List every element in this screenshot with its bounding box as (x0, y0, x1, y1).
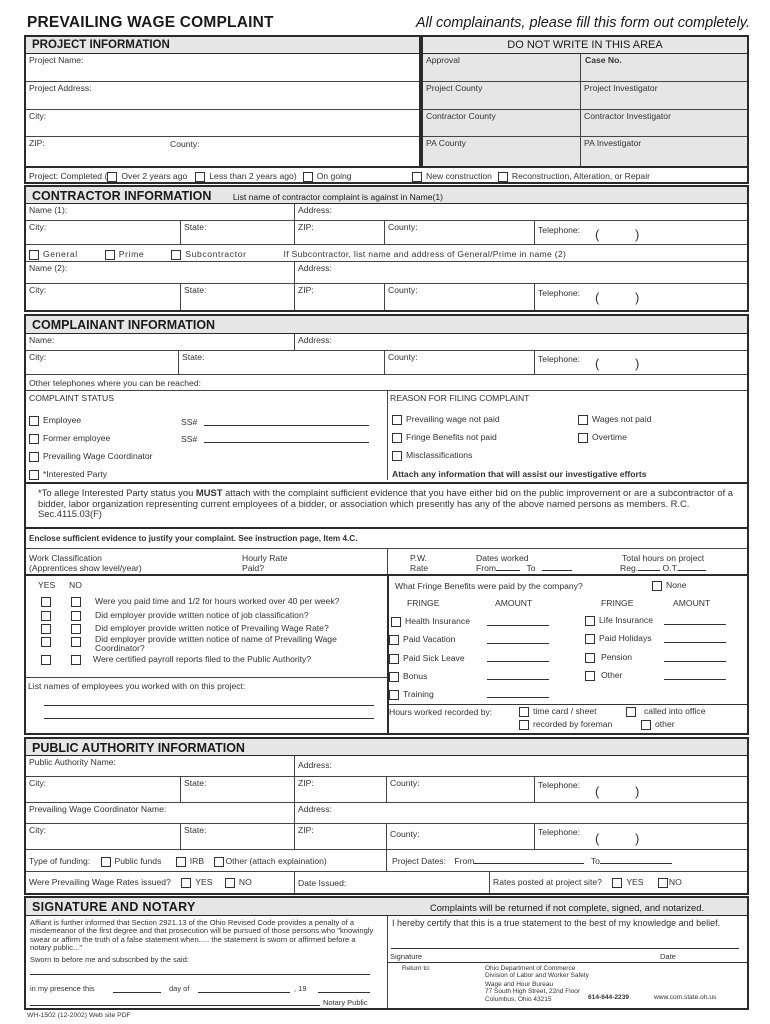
question-5: Were certified payroll reports filed to the Public Authority? (93, 654, 312, 664)
pa-county-cell: PA County (423, 137, 581, 167)
subcontractor-note: If Subcontractor, list name and address of General/Prime in name (2) (283, 249, 567, 259)
public-funds-checkbox[interactable] (101, 857, 111, 867)
health-insurance-checkbox[interactable] (391, 617, 401, 627)
rates-posted-row: Rates posted at project site? YES NO (493, 877, 682, 887)
funding-row: Type of funding: Public funds IRB Other (attach explaination) (26, 850, 387, 872)
rates-issued-yes-checkbox[interactable] (181, 878, 191, 888)
pw-rate-label: P.W. Rate (410, 553, 429, 573)
signature-notary-section (24, 896, 749, 1010)
contractor-information-section (24, 185, 749, 312)
contractor-zip1-field[interactable]: ZIP: (295, 221, 385, 245)
status-pw-coordinator: Prevailing Wage Coordinator (29, 451, 153, 462)
ss-label-2: SS# (181, 434, 198, 444)
enclose-evidence-note: Enclose sufficient evidence to justify your complaint. See instruction page, Item 4.C. (29, 534, 358, 543)
fringe-col-header-left: FRINGE (407, 598, 440, 608)
paid-holidays-amount[interactable] (664, 642, 726, 643)
general-checkbox[interactable] (29, 250, 39, 260)
status-employee: Employee (29, 415, 81, 426)
complainant-telephone-field[interactable]: Telephone: ( ) (535, 351, 747, 375)
wages-not-paid-checkbox[interactable] (578, 415, 588, 425)
paid-vacation-amount[interactable] (487, 643, 549, 644)
yes-header: YES (38, 580, 56, 590)
notary-signature-line[interactable] (30, 1005, 320, 1006)
q2-no-checkbox[interactable] (71, 611, 81, 621)
prime-checkbox[interactable] (105, 250, 115, 260)
return-note: Complaints will be returned if not complete, signed, and notarized. (387, 898, 747, 916)
signature-line[interactable] (391, 948, 739, 949)
contractor-name2-field[interactable]: Name (2): (26, 262, 295, 284)
contractor-county2-field[interactable]: County: (385, 284, 535, 310)
project-zip-field[interactable]: ZIP: County: (29, 138, 200, 149)
project-date-from-input[interactable] (474, 863, 584, 864)
pwc-city-field[interactable]: City: (26, 824, 181, 850)
fringe-col-header-right: FRINGE (601, 598, 634, 608)
pw-coordinator-checkbox[interactable] (29, 452, 39, 462)
approval-cell: Approval (423, 54, 581, 82)
former-employee-checkbox[interactable] (29, 434, 39, 444)
contractor-investigator-cell: Contractor Investigator (581, 110, 747, 137)
bureau-phone: 614-644-2239 (588, 994, 630, 1001)
contractor-county-cell: Contractor County (423, 110, 581, 137)
life-insurance-checkbox[interactable] (585, 616, 595, 626)
life-insurance-amount[interactable] (664, 624, 726, 625)
contractor-state1-field[interactable]: State: (181, 221, 295, 245)
contractor-address2-field[interactable]: Address: (295, 262, 747, 284)
other-fringe-checkbox[interactable] (585, 671, 595, 681)
q4-yes-checkbox[interactable] (41, 637, 51, 647)
reason-title: REASON FOR FILING COMPLAINT (390, 393, 530, 403)
signature-section-title: SIGNATURE AND NOTARY (26, 898, 387, 916)
contractor-name1-field[interactable]: Name (1): (26, 204, 295, 221)
certify-statement: I hereby certify that this is a true statement to the best of my knowledge and belief. (392, 918, 721, 928)
notary-public-label: Notary Public (323, 998, 368, 1007)
contractor-zip2-field[interactable]: ZIP: (295, 284, 385, 310)
pa-telephone-field[interactable]: Telephone: ( ) (535, 777, 747, 803)
pa-city-field[interactable]: City: (26, 777, 181, 803)
signature-label: Signature (390, 952, 423, 961)
fringe-question: What Fringe Benefits were paid by the company? (395, 581, 583, 591)
other-telephones-field[interactable]: Other telephones where you can be reached: (26, 375, 747, 391)
complainant-address-field[interactable]: Address: (295, 334, 747, 351)
project-county-label: County: (170, 139, 200, 149)
sworn-statement: Sworn to before me and subscribed by the said: (30, 955, 189, 964)
bonus-amount[interactable] (487, 679, 549, 680)
q1-no-checkbox[interactable] (71, 597, 81, 607)
status-former-employee: Former employee (29, 433, 110, 444)
employee-name-line-2[interactable] (44, 718, 374, 719)
employee-name-line-1[interactable] (44, 705, 374, 706)
q1-yes-checkbox[interactable] (41, 597, 51, 607)
dates-worked-label: Dates worked From To (476, 554, 572, 573)
question-2: Did employer provide written notice of job classification? (95, 610, 309, 620)
contractor-city2-field[interactable]: City: (26, 284, 181, 310)
paid-vacation-checkbox[interactable] (389, 635, 399, 645)
subcontractor-checkbox[interactable] (171, 250, 181, 260)
form-instruction: All complainants, please fill this form out completely. (415, 15, 750, 31)
project-section-title: PROJECT INFORMATION (26, 37, 419, 54)
work-classification-label: Work Classification (Apprentices show level/year) (29, 553, 142, 573)
day-of-label: day of (169, 984, 190, 993)
interested-party-checkbox[interactable] (29, 470, 39, 480)
q3-yes-checkbox[interactable] (41, 624, 51, 634)
form-title: PREVAILING WAGE COMPLAINT (27, 14, 274, 31)
ss-input-1[interactable] (204, 425, 369, 426)
pa-state-field[interactable]: State: (181, 777, 295, 803)
paid-sick-leave-checkbox[interactable] (389, 654, 399, 664)
question-4: Did employer provide written notice of name of Prevailing Wage Coordinator? (95, 634, 337, 653)
ss-label-1: SS# (181, 417, 198, 427)
pa-zip-field[interactable]: ZIP: (295, 777, 387, 803)
amount-col-header-right: AMOUNT (673, 598, 711, 608)
pwc-county-field[interactable]: County: (387, 824, 535, 850)
project-status-row: Project: Completed ( Over 2 years ago Less than 2 years ago) On going New construction Reconstruction, Alteration, or Repair (24, 166, 749, 184)
year-label: , 19 (294, 984, 307, 993)
attach-note: Attach any information that will assist our investigative efforts (392, 469, 647, 479)
office-use-area (421, 35, 749, 168)
year-input[interactable] (318, 992, 370, 993)
interested-party-note: *To allege Interested Party status you MUST attach with the complaint sufficient evidence that you have either bid on the public improvement or are a subcontractor of a bidder, labor organization representing current employees of a bidder, or association which presently has any of the above named persons as members. R.C. Sec.4115.03(F) (38, 487, 734, 519)
q2-yes-checkbox[interactable] (41, 611, 51, 621)
contractor-telephone1-field[interactable]: Telephone: ( ) (535, 221, 747, 245)
subscriber-name-line[interactable] (30, 974, 370, 975)
pa-address-field[interactable]: Address: (295, 756, 747, 777)
form-id-footer: WH-1502 (12-2002) Web site PDF (27, 1012, 131, 1019)
complainant-city-field[interactable]: City: (26, 351, 179, 375)
complainant-county-field[interactable]: County: (385, 351, 535, 375)
rates-issued-no-checkbox[interactable] (225, 878, 235, 888)
project-address-field[interactable]: Project Address: (26, 82, 419, 110)
called-office-checkbox[interactable] (626, 707, 636, 717)
other-fringe-amount[interactable] (664, 679, 726, 680)
amount-col-header-left: AMOUNT (495, 598, 533, 608)
date-label: Date (660, 952, 676, 961)
complainant-information-section: COMPLAINANT INFORMATION Name: Address: City: State: County: Telephone: ( ) Other telephones where you can be reached: COMPLAINT STATUS Employee SS# Former employee SS# Prevailing Wage Coordinator *Interested Party REASON FOR FILING COMPLAINT Prevailing wage not paid Wages not paid Fringe Benefits not paid Overtime Misclassifications Attach any information that will assist our investigative efforts *To allege Interested Party status you MUST attach with the complaint sufficient evidence that you have either bid on the public improvement or are a subcontractor of a bidder, labor organization representing current employees of a bidder, or association which presently has any of the above named persons as members. R.C. Sec.4115.03(F) Enclose sufficient evidence to justify your complaint. See instruction page, Item 4.C. Work Classification (Apprentices show level/year) Hourly Rate Paid? P.W. Rate Dates worked From To Total hours on project Reg. O.T. YES NO Were you paid time and 1/2 for hours worked over 40 per week? Did employer provide written notice of job classification? Did employer provide written notice of Prevailing Wage Rate? Did employer provide written notice of name of Prevailing Wage Coordinator? Were certified payroll reports filed to the Public Authority? List names of employees you worked with on this project: What Fringe Benefits were paid by the company? None FRINGE AMOUNT FRINGE AMOUNT Health Insurance Paid Vacation Paid Sick Leave Bonus Training Life Insurance Paid Holidays Pension Other Hours worked recorded by: time card / sheet called into office recorded by foreman other (24, 314, 749, 735)
bureau-website: www.com.state.oh.us (654, 994, 717, 1001)
contractor-note: List name of contractor complaint is against in Name(1) (232, 192, 444, 202)
other-hours-checkbox[interactable] (641, 720, 651, 730)
return-address: Ohio Department of Commerce Division of Labor and Worker Safety Wage and Hour Bureau 77 South High Street, 22nd Floor Columbus, Ohio 43215 (485, 965, 589, 1003)
complainant-state-field[interactable]: State: (179, 351, 385, 375)
pa-investigator-cell: PA Investigator (584, 138, 642, 148)
month-input[interactable] (198, 992, 290, 993)
office-use-title: DO NOT WRITE IN THIS AREA (423, 37, 747, 54)
rates-posted-yes-checkbox[interactable] (612, 878, 622, 888)
total-hours-label: Total hours on project Reg. O.T. (622, 554, 706, 573)
pw-coordinator-address-field[interactable]: Address: (295, 803, 747, 824)
pwc-zip-field[interactable]: ZIP: (295, 824, 387, 850)
complainant-name-field[interactable]: Name: (26, 334, 295, 351)
contractor-section-title: CONTRACTOR INFORMATION List name of contractor complaint is against in Name(1) (26, 187, 747, 204)
public-authority-title: PUBLIC AUTHORITY INFORMATION (26, 739, 747, 756)
pa-county-field[interactable]: County: (387, 777, 535, 803)
pwc-telephone-field[interactable]: Telephone: ( ) (535, 824, 747, 850)
pa-name-field[interactable]: Public Authority Name: (26, 756, 295, 777)
project-name-field[interactable]: Project Name: (26, 54, 419, 82)
hours-recorded-label: Hours worked recorded by: (389, 707, 493, 717)
rates-issued-row: Were Prevailing Wage Rates issued? YES NO (26, 872, 295, 893)
project-date-to-input[interactable] (600, 863, 672, 864)
return-to-label: Return to: (402, 965, 431, 972)
prevailing-wage-not-paid-checkbox[interactable] (392, 415, 402, 425)
irb-checkbox[interactable] (176, 857, 186, 867)
public-authority-section (24, 737, 749, 895)
reconstruction-checkbox[interactable] (498, 172, 508, 182)
q5-no-checkbox[interactable] (71, 655, 81, 665)
pension-amount[interactable] (664, 661, 726, 662)
pw-coordinator-name-field[interactable]: Prevailing Wage Coordinator Name: (26, 803, 295, 824)
other-funding-checkbox[interactable] (214, 857, 224, 867)
question-1: Were you paid time and 1/2 for hours worked over 40 per week? (95, 596, 340, 606)
contractor-telephone2-field[interactable]: Telephone: ( ) (538, 288, 640, 305)
complaint-status-title: COMPLAINT STATUS (29, 393, 114, 403)
training-amount[interactable] (487, 697, 549, 698)
misclassifications-checkbox[interactable] (392, 451, 402, 461)
contractor-state2-field[interactable]: State: (181, 284, 295, 310)
project-information-section (24, 35, 421, 168)
q3-no-checkbox[interactable] (71, 624, 81, 634)
pension-checkbox[interactable] (585, 653, 595, 663)
ongoing-checkbox[interactable] (303, 172, 313, 182)
case-no-cell: Case No. (581, 54, 747, 82)
project-status-label: Project: Completed ( (29, 171, 108, 181)
overtime-checkbox[interactable] (578, 433, 588, 443)
less-2-years-checkbox[interactable] (195, 172, 205, 182)
q4-no-checkbox[interactable] (71, 637, 81, 647)
none-checkbox[interactable] (652, 581, 662, 591)
question-3: Did employer provide written notice of Prevailing Wage Rate? (95, 623, 329, 633)
bonus-checkbox[interactable] (389, 672, 399, 682)
presence-label: in my presence this (30, 984, 95, 993)
project-city-field[interactable]: City: (26, 110, 419, 137)
contractor-address1-field[interactable]: Address: (295, 204, 747, 221)
new-construction-checkbox[interactable] (412, 172, 422, 182)
pwc-state-field[interactable]: State: (181, 824, 295, 850)
paid-holidays-checkbox[interactable] (585, 634, 595, 644)
over-2-years-checkbox[interactable] (107, 172, 117, 182)
employees-list-label: List names of employees you worked with on this project: (28, 681, 246, 691)
project-dates-row: Project Dates: From To (387, 850, 747, 872)
rates-posted-no-checkbox[interactable] (658, 878, 668, 888)
project-investigator-cell: Project Investigator (581, 82, 747, 110)
recorded-by-foreman-checkbox[interactable] (519, 720, 529, 730)
project-county-cell: Project County (423, 82, 581, 110)
employee-checkbox[interactable] (29, 416, 39, 426)
q5-yes-checkbox[interactable] (41, 655, 51, 665)
contractor-city1-field[interactable]: City: (26, 221, 181, 245)
health-insurance-amount[interactable] (487, 625, 549, 626)
day-input[interactable] (113, 992, 161, 993)
fringe-not-paid-checkbox[interactable] (392, 433, 402, 443)
contractor-county1-field[interactable]: County: (385, 221, 535, 245)
hourly-rate-label: Hourly Rate Paid? (242, 553, 288, 573)
no-header: NO (69, 580, 82, 590)
complainant-section-title: COMPLAINANT INFORMATION (26, 316, 747, 334)
training-checkbox[interactable] (389, 690, 399, 700)
affiant-statement: Affiant is further informed that Section 2921.13 of the Ohio Revised Code provides a penalty of a misdemeanor of the first degree and that prosecution will be pursued of those persons who "knowingly swear or affirm the truth of a false statement when..... the statement is sworn or affirmed before a notary public..." (30, 918, 374, 953)
time-card-checkbox[interactable] (519, 707, 529, 717)
status-interested-party: *Interested Party (29, 469, 107, 480)
ss-input-2[interactable] (204, 442, 369, 443)
date-issued-field[interactable]: Date Issued: (295, 872, 490, 893)
paid-sick-leave-amount[interactable] (487, 661, 549, 662)
contractor-type-row: General Prime Subcontractor If Subcontractor, list name and address of General/Prime in name (2) (26, 245, 747, 262)
